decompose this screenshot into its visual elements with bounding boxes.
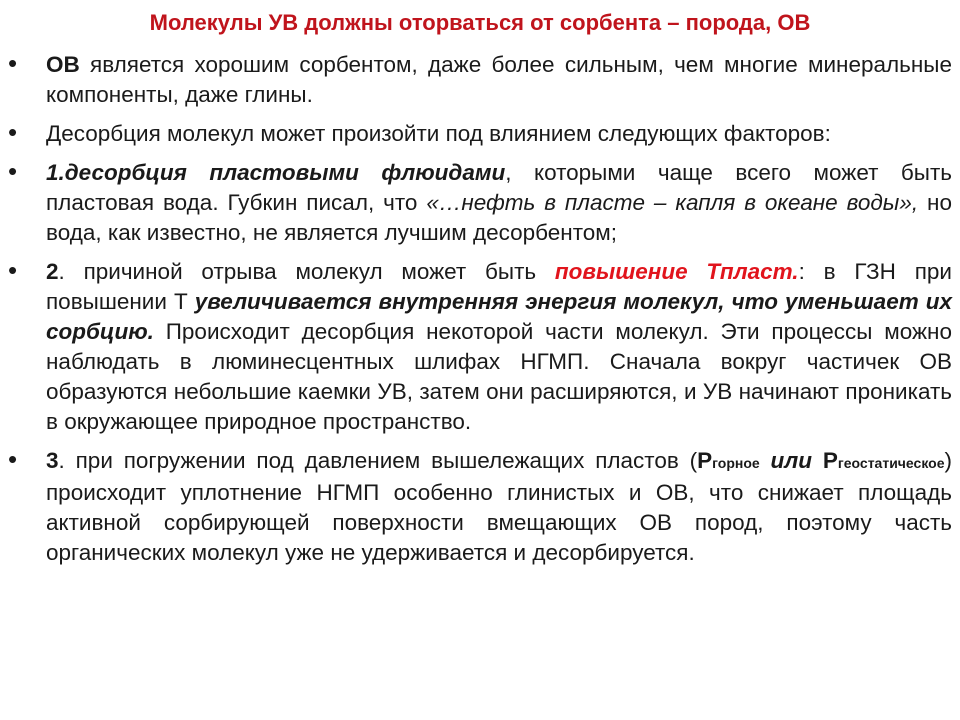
bullet-text: но вода, как известно, не является лучшим десорбентом; (46, 190, 952, 245)
bullet-dot-icon: • (8, 48, 18, 78)
bullet-item (8, 50, 952, 110)
pressure-symbol: Р (822, 448, 838, 473)
bullet-list (8, 50, 952, 577)
bullet-lead: ОВ (46, 52, 80, 77)
bullet-dot-icon: • (8, 444, 18, 474)
gubkin-quote: «…нефть в пласте – капля в океане воды», (426, 190, 919, 215)
highlight-text: повышение Тпласт. (554, 259, 799, 284)
bullet-number: 2 (46, 259, 59, 284)
bullet-text: является хорошим сорбентом, даже более сильным, чем многие минеральные компоненты, даже глины. (46, 52, 952, 107)
bullet-item (8, 257, 952, 437)
bullet-text: ) происходит уплотнение НГМП особенно глинистых и ОВ, что снижает площадь активной сорбирующей поверхности вмещающих ОВ пород, поэтому часть органических молекул уже не удерживается и десорбируется. (46, 448, 952, 565)
bullet-lead: 1.десорбция пластовыми флюидами (46, 160, 506, 185)
pressure-subscript: геостатическое (837, 455, 945, 471)
bullet-item (8, 446, 952, 568)
bullet-text: , которыми чаще всего может быть пластовая вода. Губкин писал, что (46, 160, 952, 215)
pressure-symbol: Р (697, 448, 713, 473)
bullet-text: . причиной отрыва молекул может быть (58, 259, 555, 284)
or-text: или (759, 448, 813, 473)
bullet-item (8, 158, 952, 248)
bullet-number: 3 (46, 448, 59, 473)
bullet-dot-icon: • (8, 255, 18, 285)
bullet-text: : в ГЗН при повышении Т (46, 259, 952, 314)
pressure-subscript: горное (712, 455, 760, 471)
bullet-dot-icon: • (8, 156, 18, 186)
emphasis-text: увеличивается внутренняя энергия молекул, что уменьшает их сорбцию. (46, 289, 952, 344)
bullet-text: Десорбция молекул может произойти под влиянием следующих факторов: (46, 121, 831, 146)
bullet-text: . при погружении под давлением вышележащих пластов ( (58, 448, 698, 473)
bullet-item (8, 119, 952, 149)
slide-title: Молекулы УВ должны оторваться от сорбента – порода, ОВ (149, 10, 811, 35)
bullet-text: Происходит десорбция некоторой части молекул. Эти процессы можно наблюдать в люминесцентных шлифах НГМП. Сначала вокруг частичек ОВ образуются небольшие каемки УВ, затем они расширяются, и УВ начинают проникать в окружающее природное пространство. (46, 319, 952, 434)
bullet-dot-icon: • (8, 117, 18, 147)
